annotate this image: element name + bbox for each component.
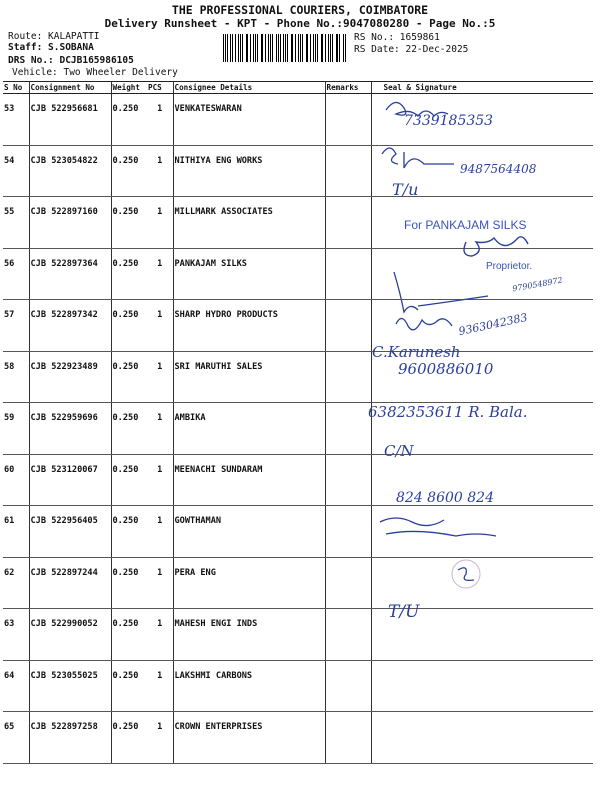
cell-pcs: 1 — [147, 300, 173, 352]
cell-consignment: CJB 523055025 — [29, 660, 111, 712]
cell-sno: 55 — [3, 197, 29, 249]
cell-pcs: 1 — [147, 403, 173, 455]
cell-remarks — [325, 712, 371, 764]
cell-weight: 0.250 — [111, 712, 147, 764]
cell-remarks — [325, 197, 371, 249]
rs-date: RS Date: 22-Dec-2025 — [354, 44, 469, 55]
cell-consignee: MEENACHI SUNDARAM — [173, 454, 325, 506]
handwriting-r65-mark: T/U — [388, 602, 420, 622]
handwriting-r55-mark: T/u — [392, 180, 419, 199]
cell-remarks — [325, 300, 371, 352]
cell-weight: 0.250 — [111, 506, 147, 558]
barcode-bar — [310, 34, 311, 62]
drs-number: DRS No.: DCJB165986105 — [8, 55, 134, 66]
signature-58 — [396, 318, 452, 329]
barcode-bar — [300, 34, 301, 62]
cell-remarks — [325, 506, 371, 558]
handwriting-r62-phone: 824 8600 824 — [396, 490, 494, 506]
col-pcs: PCS — [147, 82, 173, 94]
cell-pcs: 1 — [147, 145, 173, 197]
cell-consignment: CJB 522923489 — [29, 351, 111, 403]
barcode-bar — [268, 34, 269, 62]
cell-remarks — [325, 609, 371, 661]
barcode-bar — [250, 34, 251, 62]
sheet-title: THE PROFESSIONAL COURIERS, COIMBATORE — [171, 3, 429, 17]
col-consignment: Consignment No — [29, 82, 111, 94]
cell-weight: 0.250 — [111, 454, 147, 506]
barcode-bar — [272, 34, 273, 62]
vehicle-label: Vehicle: Two Wheeler Delivery — [12, 67, 178, 78]
cell-consignee: AMBIKA — [173, 403, 325, 455]
cell-remarks — [325, 94, 371, 146]
col-weight: Weight — [111, 82, 147, 94]
cell-pcs: 1 — [147, 248, 173, 300]
signature-56 — [464, 237, 528, 256]
cell-weight: 0.250 — [111, 403, 147, 455]
cell-weight: 0.250 — [111, 145, 147, 197]
cell-weight: 0.250 — [111, 94, 147, 146]
barcode-bar — [328, 34, 329, 62]
cell-weight: 0.250 — [111, 197, 147, 249]
table-row — [3, 660, 593, 712]
cell-consignment: CJB 523054822 — [29, 145, 111, 197]
cell-consignee: PANKAJAM SILKS — [173, 248, 325, 300]
handwriting-r54-phone: 9487564408 — [460, 162, 537, 176]
rs-number: RS No.: 1659861 — [354, 32, 440, 43]
handwriting-r58-phone: 9363042383 — [457, 310, 529, 339]
stamp-proprietor: Proprietor. — [486, 261, 533, 272]
signature-63 — [380, 518, 496, 536]
cell-seal — [371, 712, 593, 764]
barcode-bar — [257, 34, 258, 62]
barcode-bar — [315, 34, 316, 62]
route-label: Route: KALAPATTI — [8, 31, 100, 42]
cell-consignment: CJB 522956681 — [29, 94, 111, 146]
handwriting-r59-name: C.Karunesh — [372, 343, 461, 361]
cell-sno: 56 — [3, 248, 29, 300]
cell-pcs: 1 — [147, 660, 173, 712]
cell-weight: 0.250 — [111, 351, 147, 403]
cell-pcs: 1 — [147, 712, 173, 764]
cell-consignment: CJB 522956405 — [29, 506, 111, 558]
cell-consignee: PERA ENG — [173, 557, 325, 609]
barcode-bar — [238, 34, 239, 62]
cell-consignee: MILLMARK ASSOCIATES — [173, 197, 325, 249]
cell-consignee: MAHESH ENGI INDS — [173, 609, 325, 661]
cell-sno: 61 — [3, 506, 29, 558]
cell-sno: 53 — [3, 94, 29, 146]
cell-remarks — [325, 351, 371, 403]
col-seal-signature: Seal & Signature — [371, 82, 593, 94]
cell-consignment: CJB 523120067 — [29, 454, 111, 506]
barcode-bar — [336, 34, 337, 62]
barcode-bar — [235, 34, 236, 62]
cell-sno: 65 — [3, 712, 29, 764]
cell-sno: 60 — [3, 454, 29, 506]
cell-pcs: 1 — [147, 454, 173, 506]
cell-consignment: CJB 522959696 — [29, 403, 111, 455]
barcode-bar — [322, 34, 323, 62]
cell-remarks — [325, 454, 371, 506]
handwriting-r53-phone: 7339185353 — [404, 113, 494, 129]
cell-consignee: GOWTHAMAN — [173, 506, 325, 558]
cell-sno: 57 — [3, 300, 29, 352]
cell-sno: 58 — [3, 351, 29, 403]
barcode-bar — [285, 34, 286, 62]
barcode-bar — [302, 34, 303, 62]
barcode-image — [223, 34, 347, 62]
cell-pcs: 1 — [147, 557, 173, 609]
cell-remarks — [325, 660, 371, 712]
cell-consignment: CJB 522897244 — [29, 557, 111, 609]
cell-consignee: VENKATESWARAN — [173, 94, 325, 146]
handwriting-r59-phone: 9600886010 — [398, 360, 494, 378]
handwriting-r60-entry: 6382353611 R. Bala. — [368, 403, 528, 421]
cell-seal — [371, 660, 593, 712]
stamp-company: For PANKAJAM SILKS — [404, 218, 527, 232]
cell-consignment: CJB 522990052 — [29, 609, 111, 661]
cell-remarks — [325, 248, 371, 300]
signature-64 — [458, 568, 474, 581]
cell-consignment: CJB 522897342 — [29, 300, 111, 352]
cell-sno: 59 — [3, 403, 29, 455]
barcode-bar — [287, 34, 288, 62]
cell-remarks — [325, 403, 371, 455]
signature-57 — [394, 272, 488, 312]
barcode-bar — [242, 34, 243, 62]
cell-remarks — [325, 557, 371, 609]
cell-consignee: NITHIYA ENG WORKS — [173, 145, 325, 197]
staff-label: Staff: S.SOBANA — [8, 42, 94, 53]
cell-consignee: CROWN ENTERPRISES — [173, 712, 325, 764]
col-sno: S No — [3, 82, 29, 94]
cell-sno: 64 — [3, 660, 29, 712]
table-row — [3, 712, 593, 764]
barcode-bar — [276, 34, 277, 62]
col-consignee: Consignee Details — [173, 82, 325, 94]
cell-weight: 0.250 — [111, 660, 147, 712]
cell-consignee: SRI MARUTHI SALES — [173, 351, 325, 403]
barcode-bar — [230, 34, 231, 62]
barcode-bar — [343, 34, 344, 62]
cell-pcs: 1 — [147, 197, 173, 249]
cell-consignment: CJB 522897258 — [29, 712, 111, 764]
cell-consignee: LAKSHMI CARBONS — [173, 660, 325, 712]
handwriting-r57-phone: 9790548972 — [511, 275, 564, 294]
cell-remarks — [325, 145, 371, 197]
handwriting-r61-mark: C/N — [384, 442, 414, 460]
cell-consignment: CJB 522897364 — [29, 248, 111, 300]
cell-weight: 0.250 — [111, 557, 147, 609]
cell-pcs: 1 — [147, 609, 173, 661]
cell-consignment: CJB 522897160 — [29, 197, 111, 249]
barcode-bar — [261, 34, 262, 62]
cell-weight: 0.250 — [111, 248, 147, 300]
barcode-bar — [339, 34, 340, 62]
barcode-bar — [292, 34, 293, 62]
signature-54 — [382, 148, 454, 168]
barcode-bar — [223, 34, 224, 62]
sheet-subtitle: Delivery Runsheet - KPT - Phone No.:9047080280 - Page No.:5 — [104, 17, 496, 30]
cell-weight: 0.250 — [111, 609, 147, 661]
cell-sno: 54 — [3, 145, 29, 197]
cell-consignee: SHARP HYDRO PRODUCTS — [173, 300, 325, 352]
cell-pcs: 1 — [147, 351, 173, 403]
cell-weight: 0.250 — [111, 300, 147, 352]
cell-pcs: 1 — [147, 94, 173, 146]
cell-sno: 63 — [3, 609, 29, 661]
cell-pcs: 1 — [147, 506, 173, 558]
col-remarks: Remarks — [325, 82, 371, 94]
cell-sno: 62 — [3, 557, 29, 609]
